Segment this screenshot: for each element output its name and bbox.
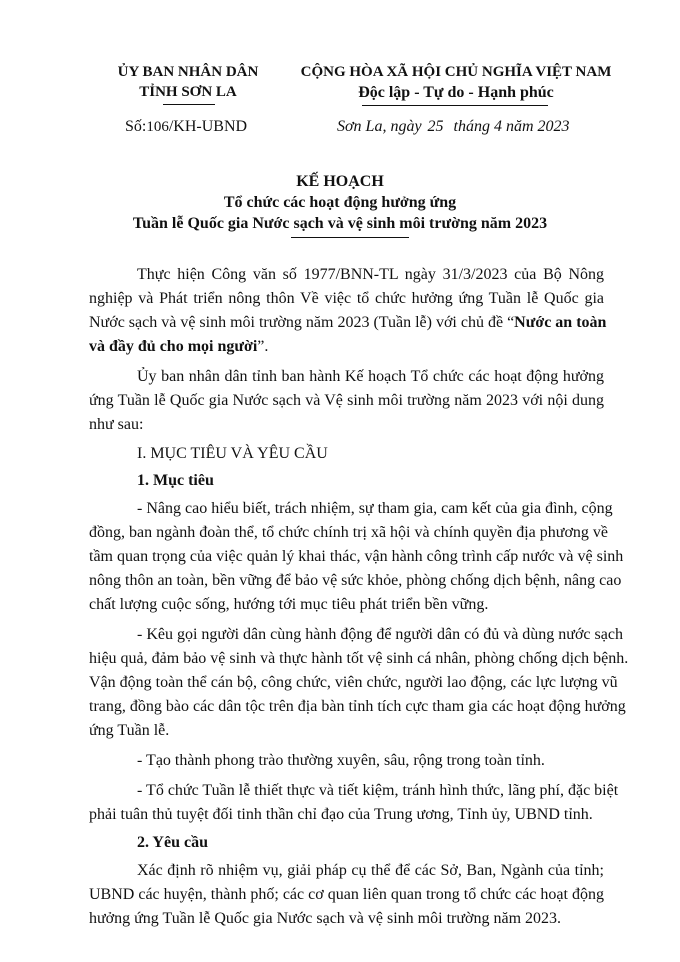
body-line: nghiệp và Phát triển nông thôn Về việc tổ chức hưởng ứng Tuần lễ Quốc gia bbox=[89, 290, 604, 307]
section-heading: I. MỤC TIÊU VÀ YÊU CẦU bbox=[137, 445, 328, 462]
doc-number-prefix: Số: bbox=[125, 118, 147, 135]
body-line: như sau: bbox=[89, 416, 144, 433]
body-line: đồng, ban ngành đoàn thể, tổ chức chính trị xã hội và chính quyền địa phương về bbox=[89, 524, 609, 541]
doc-number-suffix: /KH-UBND bbox=[168, 118, 248, 135]
body-line: - Kêu gọi người dân cùng hành động để người dân có đủ và dùng nước sạch bbox=[137, 626, 623, 643]
body-line: ứng Tuần lễ. bbox=[89, 722, 170, 739]
subsection-heading: 2. Yêu cầu bbox=[137, 834, 208, 851]
document-type-title: KẾ HOẠCH bbox=[296, 173, 384, 190]
doc-number-value: 106 bbox=[146, 119, 169, 135]
agency-underline bbox=[163, 104, 215, 105]
title-underline bbox=[291, 237, 409, 238]
body-line: trang, đồng bào các dân tộc trên địa bàn tỉnh tích cực tham gia các hoạt động hưởng bbox=[89, 698, 626, 715]
subsection-heading: 1. Mục tiêu bbox=[137, 472, 214, 489]
document-subject-line1: Tổ chức các hoạt động hưởng ứng bbox=[223, 194, 457, 211]
body-line: Xác định rõ nhiệm vụ, giải pháp cụ thể để các Sở, Ban, Ngành của tỉnh; bbox=[137, 862, 604, 879]
date-prefix: Sơn La, ngày bbox=[337, 118, 422, 135]
body-line: hưởng ứng Tuần lễ Quốc gia Nước sạch và vệ sinh môi trường năm 2023. bbox=[89, 910, 562, 927]
body-line: - Tạo thành phong trào thường xuyên, sâu, rộng trong toàn tỉnh. bbox=[137, 752, 545, 769]
body-line: ứng Tuần lễ Quốc gia Nước sạch và Vệ sinh môi trường năm 2023 với nội dung bbox=[89, 392, 604, 409]
body-line: - Nâng cao hiểu biết, trách nhiệm, sự tham gia, cam kết của gia đình, cộng bbox=[137, 500, 613, 517]
document-number bbox=[125, 118, 247, 136]
body-line bbox=[89, 338, 604, 356]
body-line: UBND các huyện, thành phố; các cơ quan liên quan trong tổ chức các hoạt động bbox=[89, 886, 604, 903]
date-day: 25 bbox=[427, 118, 444, 135]
body-line: nông thôn an toàn, bền vững để bảo vệ sức khỏe, phòng chống dịch bệnh, nâng cao bbox=[89, 572, 622, 589]
body-line: phải tuân thủ tuyệt đối tinh thần chỉ đạo của Trung ương, Tỉnh ủy, UBND tỉnh. bbox=[89, 806, 593, 823]
national-title: CỘNG HÒA XÃ HỘI CHỦ NGHĨA VIỆT NAM bbox=[300, 64, 612, 80]
body-line: Ủy ban nhân dân tỉnh ban hành Kế hoạch Tổ chức các hoạt động hưởng bbox=[137, 368, 604, 385]
motto-underline bbox=[362, 105, 548, 106]
document-subject-line2: Tuần lễ Quốc gia Nước sạch và vệ sinh môi trường năm 2023 bbox=[132, 215, 548, 232]
body-text: ”. bbox=[257, 338, 269, 355]
body-line: tầm quan trọng của việc quản lý khai thác, vận hành công trình cấp nước và vệ sinh bbox=[89, 548, 624, 565]
national-motto: Độc lập - Tự do - Hạnh phúc bbox=[358, 84, 554, 101]
body-line: chất lượng cuộc sống, hướng tới mục tiêu phát triển bền vững. bbox=[89, 596, 489, 613]
theme-text: Nước an toàn bbox=[514, 314, 607, 331]
document-date bbox=[337, 118, 570, 136]
body-line bbox=[89, 314, 607, 332]
body-line: Thực hiện Công văn số 1977/BNN-TL ngày 31/3/2023 của Bộ Nông bbox=[137, 266, 604, 283]
agency-name-line2: TỈNH SƠN LA bbox=[139, 84, 237, 100]
theme-text: và đầy đủ cho mọi người bbox=[89, 338, 258, 355]
agency-name-line1: ỦY BAN NHÂN DÂN bbox=[117, 64, 259, 80]
body-line: Vận động toàn thể cán bộ, công chức, viên chức, người lao động, các lực lượng vũ bbox=[89, 674, 618, 691]
date-suffix: tháng 4 năm 2023 bbox=[453, 118, 570, 135]
body-line: - Tổ chức Tuần lễ thiết thực và tiết kiệm, tránh hình thức, lãng phí, đặc biệt bbox=[137, 782, 619, 799]
body-text: Nước sạch và vệ sinh môi trường năm 2023 (Tuần lễ) với chủ đề “ bbox=[89, 314, 515, 331]
body-line: hiệu quả, đảm bảo vệ sinh và thực hành tốt vệ sinh cá nhân, phòng chống dịch bệnh. bbox=[89, 650, 629, 667]
